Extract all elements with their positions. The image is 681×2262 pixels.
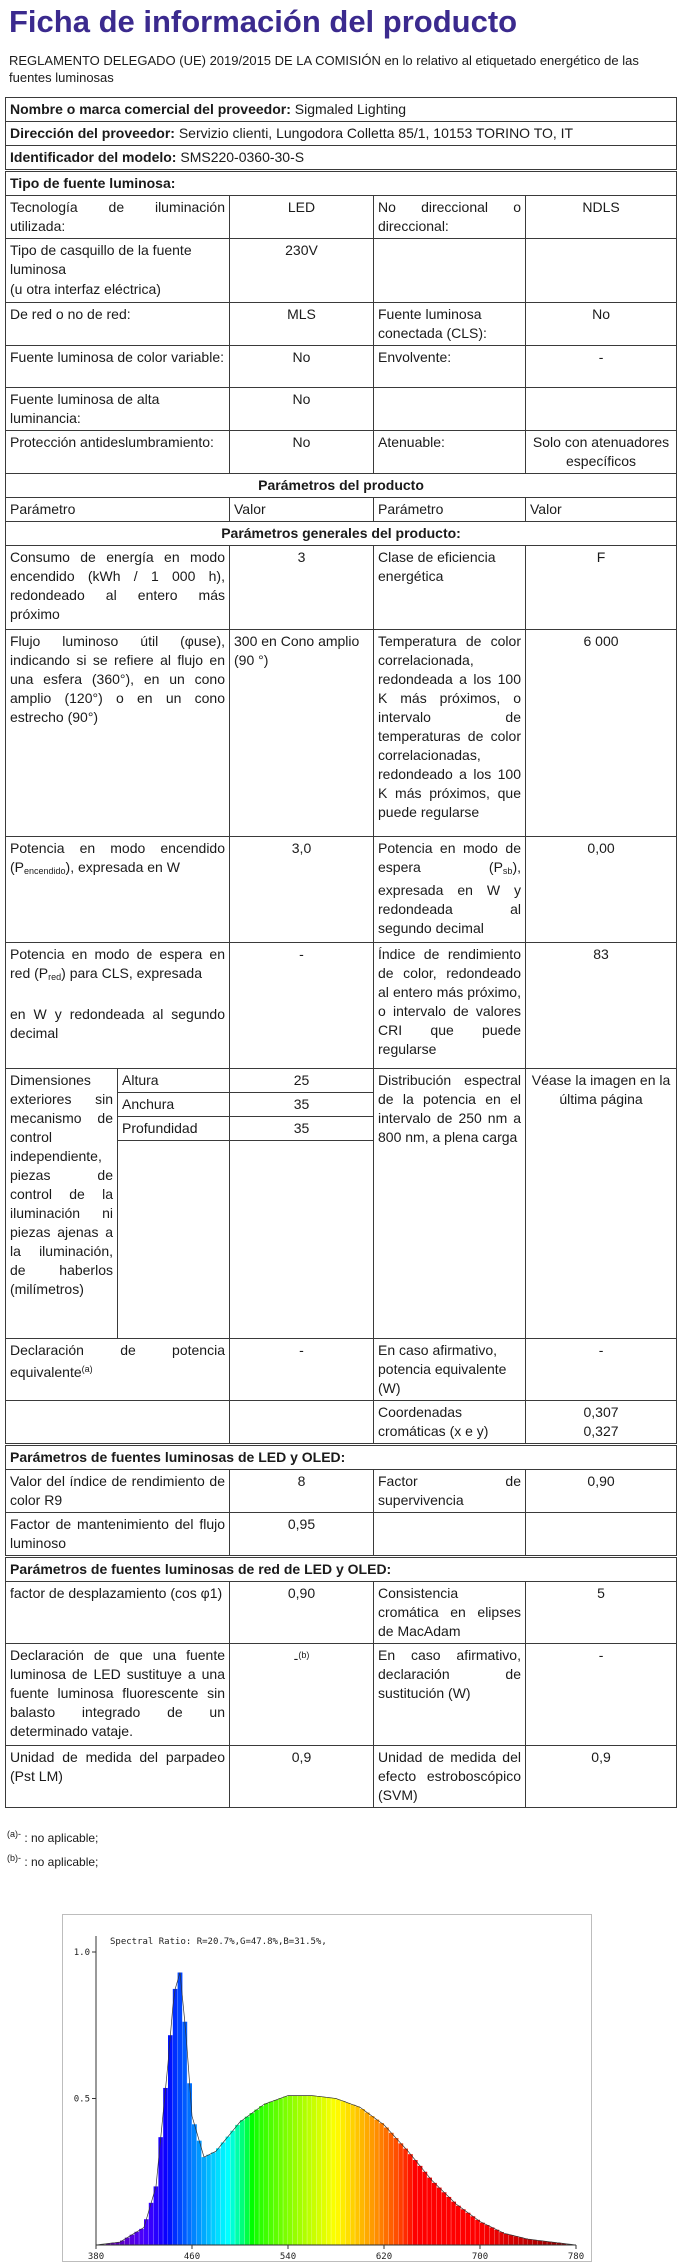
efficiency-class-value: F [526,546,677,630]
spectrum-bar [427,2178,432,2245]
spectrum-bar [288,2096,293,2245]
spectrum-bar [168,2035,173,2245]
dimmable-value: Solo con atenuadores específicos [526,431,677,474]
spectrum-bar [283,2096,288,2245]
mains-label: De red o no de red: [6,303,230,346]
spectrum-bar [206,2155,211,2245]
spectrum-bar [197,2141,202,2245]
equivalent-power-w-label: En caso afirmativo, potencia equivalente (W) [374,1339,526,1401]
displacement-factor-value: 0,90 [230,1582,374,1644]
model-id-label: Identificador del modelo: [10,149,177,165]
cap-type-empty-value [526,239,677,303]
cap-type-label-main: Tipo de casquillo de la fuente luminosa [10,242,192,277]
high-luminance-empty-value [526,388,677,431]
width-value: 35 [230,1093,374,1117]
spectrum-bar [245,2117,250,2245]
spectrum-bar [514,2236,519,2245]
envelope-value: - [526,346,677,388]
spectrum-bar [259,2106,264,2245]
standby-power-value: 0,00 [526,837,677,943]
spectrum-bar [370,2116,375,2245]
spectrum-bar [374,2120,379,2245]
equivalent-power-w-value: - [526,1339,677,1401]
high-luminance-value: No [230,388,374,431]
x-tick-label: 380 [87,2252,105,2262]
spectrum-bar [274,2100,279,2245]
spectrum-bar [269,2102,274,2245]
cct-value: 6 000 [526,630,677,837]
on-mode-consumption-value: 3 [230,546,374,630]
stroboscopic-value: 0,9 [526,1746,677,1808]
chromaticity-x: 0,307 [583,1404,619,1420]
dimmable-label: Atenuable: [374,431,526,474]
spectrum-bar [470,2216,475,2245]
spectrum-bar [446,2197,451,2245]
cls-label: Fuente luminosa conectada (CLS): [374,303,526,346]
tech-label: Tecnología de iluminación utilizada: [6,196,230,239]
supplier-name-label: Nombre o marca comercial del proveedor: [10,101,291,117]
product-params-heading: Parámetros del producto [6,474,677,498]
spectrum-bar [240,2120,245,2245]
spectrum-bar [326,2098,331,2245]
spectrum-bar [134,2232,139,2245]
spectrum-bar [451,2202,456,2245]
cap-type-label-note: (u otra interfaz eléctrica) [10,281,161,297]
spectrum-bar [504,2234,509,2245]
spectrum-bar [331,2098,336,2245]
cls-value: No [526,303,677,346]
envelope-label: Envolvente: [374,346,526,388]
chromaticity-value [526,1401,677,1445]
standby-power-label: Potencia en modo de espera $(P_{sb})$, expresada en W y redondeada al segundo decimal [374,837,526,943]
tech-value: LED [230,196,374,239]
spectrum-bar [226,2137,231,2245]
networked-standby-label: Potencia en modo de espera en red $(P_{red})$ para CLS, expresada en W y redondeada al segundo decimal [6,943,230,1069]
page-title: Ficha de información del producto [9,4,518,39]
equivalent-power-value: - [230,1339,374,1401]
spectrum-bar [461,2209,466,2245]
lumen-maintenance-empty-label [374,1513,526,1557]
on-mode-power-value: 3,0 [230,837,374,943]
spectral-ratio-annotation: Spectral Ratio: R=20.7%,G=47.8%,B=31.5%, [110,1937,327,1947]
spectrum-bar [422,2172,427,2245]
mains-led-heading: Parámetros de fuentes luminosas de red de LED y OLED: [6,1557,677,1582]
spectrum-bar [341,2101,346,2245]
cap-type-value: 230V [230,239,374,303]
spectrum-bar [293,2096,298,2245]
col-value-2: Valor [526,498,677,522]
chroma-empty-value [230,1401,374,1445]
spectrum-bar [466,2213,471,2245]
spectrum-bar [302,2096,307,2245]
lumen-maintenance-value: 0,95 [230,1513,374,1557]
spectrum-bar [346,2103,351,2245]
x-tick-label: 700 [471,2252,489,2262]
r9-value: 8 [230,1470,374,1513]
displacement-factor-label: factor de desplazamiento (cos φ1) [6,1582,230,1644]
spectrum-bar [350,2105,355,2245]
fluorescent-replacement-label: Declaración de que una fuente luminosa de LED sustituye a una fuente luminosa fluorescente sin balasto integrado de un determinado vataje. [6,1644,230,1746]
spectrum-bar [264,2103,269,2245]
spectral-distribution-label: Distribución espectral de la potencia en el intervalo de 250 nm a 800 nm, a plena carga [374,1069,526,1339]
spectrum-bar [413,2160,418,2245]
spectrum-bar [523,2239,528,2245]
supplier-address-label: Dirección del proveedor: [10,125,175,141]
spectrum-bar [509,2235,514,2245]
spectrum-bar [178,1973,183,2245]
mains-value: MLS [230,303,374,346]
footnote-b: $^{(b)-}$ : no aplicable; [7,1853,99,1869]
light-type-heading: Tipo de fuente luminosa: [6,171,677,196]
cri-label: Índice de rendimiento de color, redondeado al entero más próximo, o intervalo de valores CRI que puede regularse [374,943,526,1069]
spectrum-bar [485,2225,490,2245]
efficiency-class-label: Clase de eficiencia energética [374,546,526,630]
on-mode-consumption-label: Consumo de energía en modo encendido (kWh / 1 000 h), redondeado al entero más próximo [6,546,230,630]
spectrum-bar [336,2099,341,2245]
x-tick-label: 780 [567,2252,585,2262]
spectrum-bar [130,2235,135,2245]
spectrum-bar [163,2088,168,2245]
spectrum-bar [211,2152,216,2245]
color-variable-label: Fuente luminosa de color variable: [6,346,230,388]
cri-value: 83 [526,943,677,1069]
spectrum-bar [322,2097,327,2245]
general-params-heading: Parámetros generales del producto: [6,522,677,546]
col-param-1: Parámetro [6,498,230,522]
lumen-maintenance-empty-value [526,1513,677,1557]
spectrum-bar [475,2220,480,2245]
dimensions-empty-label [118,1141,230,1339]
spectrum-bar [365,2113,370,2245]
depth-label: Profundidad [118,1117,230,1141]
cap-type-empty-label [374,239,526,303]
high-luminance-label: Fuente luminosa de alta luminancia: [6,388,230,431]
supplier-address-value: Servizio clienti, Lungodora Colletta 85/1, 10153 TORINO TO, IT [178,125,574,141]
replacement-claim-value: - [526,1644,677,1746]
spectrum-bar [437,2188,442,2245]
footnote-a: $^{(a)-}$ : no aplicable; [7,1829,99,1845]
networked-standby-value: - [230,943,374,1069]
spectrum-bar [144,2219,149,2245]
model-id-value: SMS220-0360-30-S [180,149,305,165]
product-info-table [5,97,677,1808]
spectrum-bar [408,2154,413,2245]
spectrum-bar [182,2022,187,2245]
cct-label: Temperatura de color correlacionada, redondeada a los 100 K más próximos, o intervalo de temperaturas de color correlacionadas, redondeado a los 100 K más próximos, que puede regularse [374,630,526,837]
spectrum-bar [192,2124,197,2245]
chroma-empty-label [6,1401,230,1445]
spectral-chart-svg [62,1914,592,2262]
spectrum-bar [154,2186,159,2245]
supplier-name-row [6,98,677,122]
spectrum-bar [221,2142,226,2245]
spectrum-bar [442,2192,447,2245]
spectrum-bar [499,2232,504,2245]
directional-value: NDLS [526,196,677,239]
spectrum-bar [538,2241,543,2245]
useful-flux-label: Flujo luminoso útil (φuse), indicando si se refiere al flujo en una esfera (360°), en un cono amplio (120°) o en un cono estrecho (90°) [6,630,230,837]
spectrum-bar [456,2206,461,2245]
depth-value: 35 [230,1117,374,1141]
chromaticity-y: 0,327 [583,1423,619,1439]
supplier-name-value: Sigmaled Lighting [294,101,407,117]
replacement-claim-label: En caso afirmativo, declaración de sustitución (W) [374,1644,526,1746]
spectrum-bar [307,2096,312,2245]
color-consistency-value: 5 [526,1582,677,1644]
spectrum-bar [235,2125,240,2245]
y-tick-label: 1.0 [73,1948,90,1958]
spectrum-bar [216,2148,221,2245]
spectrum-bar [418,2166,423,2245]
height-value: 25 [230,1069,374,1093]
spectrum-bar [528,2239,533,2245]
spectrum-bar [394,2138,399,2245]
spectrum-bar [398,2143,403,2245]
equivalent-power-label: Declaración de potencia equivalente$^{(a)}$ [6,1339,230,1401]
fluorescent-replacement-value: -$^{(b)}$ [230,1644,374,1746]
color-variable-value: No [230,346,374,388]
spectrum-bar [317,2096,322,2245]
x-tick-label: 620 [375,2252,393,2262]
spectrum-bar [278,2098,283,2245]
led-oled-heading: Parámetros de fuentes luminosas de LED y OLED: [6,1445,677,1470]
spectrum-bar [403,2149,408,2245]
x-tick-label: 540 [279,2252,297,2262]
x-tick-label: 460 [183,2252,201,2262]
high-luminance-empty-label [374,388,526,431]
spectrum-bar [298,2096,303,2245]
stroboscopic-label: Unidad de medida del efecto estroboscópico (SVM) [374,1746,526,1808]
lumen-maintenance-label: Factor de mantenimiento del flujo luminoso [6,1513,230,1557]
spectrum-bar [254,2110,259,2245]
spectrum-bar [480,2223,485,2245]
col-param-2: Parámetro [374,498,526,522]
color-consistency-label: Consistencia cromática en elipses de MacAdam [374,1582,526,1644]
r9-label: Valor del índice de rendimiento de color R9 [6,1470,230,1513]
on-mode-power-label: Potencia en modo encendido $(P_{encendido})$, expresada en W [6,837,230,943]
spectrum-bar [490,2227,495,2245]
spectrum-bar [432,2183,437,2245]
spectrum-bar [202,2157,207,2245]
chromaticity-label: Coordenadas cromáticas (x e y) [374,1401,526,1445]
flicker-value: 0,9 [230,1746,374,1808]
directional-label: No direccional o direccional: [374,196,526,239]
height-label: Altura [118,1069,230,1093]
dimensions-label: Dimensiones exteriores sin mecanismo de control independiente, piezas de control de la iluminación ni piezas ajenas a la iluminación, de haberlos (milímetros) [6,1069,118,1339]
col-value-1: Valor [230,498,374,522]
survival-factor-label: Factor de supervivencia [374,1470,526,1513]
spectrum-bar [379,2123,384,2245]
supplier-address-row [6,122,677,146]
spectrum-bar [518,2237,523,2245]
glare-value: No [230,431,374,474]
glare-label: Protección antideslumbramiento: [6,431,230,474]
spectral-chart [62,1914,592,2262]
useful-flux-value: 300 en Cono amplio (90 °) [230,630,374,837]
spectrum-bar [250,2113,255,2245]
flicker-label: Unidad de medida del parpadeo (Pst LM) [6,1746,230,1808]
spectrum-bar [494,2230,499,2245]
spectrum-bar [355,2106,360,2245]
spectrum-bar [533,2240,538,2245]
y-tick-label: 0.5 [73,2094,90,2105]
spectrum-bar [139,2229,144,2245]
spectrum-bar [389,2133,394,2245]
width-label: Anchura [118,1093,230,1117]
spectrum-bar [384,2128,389,2245]
spectrum-bar [360,2109,365,2245]
survival-factor-value: 0,90 [526,1470,677,1513]
spectral-distribution-value: Véase la imagen en la última página [526,1069,677,1339]
cap-type-label [6,239,230,303]
spectrum-bar [173,1989,178,2245]
regulation-subtitle: REGLAMENTO DELEGADO (UE) 2019/2015 DE LA COMISIÓN en lo relativo al etiquetado energético de las fuentes luminosas [9,53,639,85]
spectrum-bar [312,2096,317,2245]
model-id-row [6,146,677,171]
dimensions-empty-value [230,1141,374,1339]
spectrum-bar [230,2131,235,2245]
